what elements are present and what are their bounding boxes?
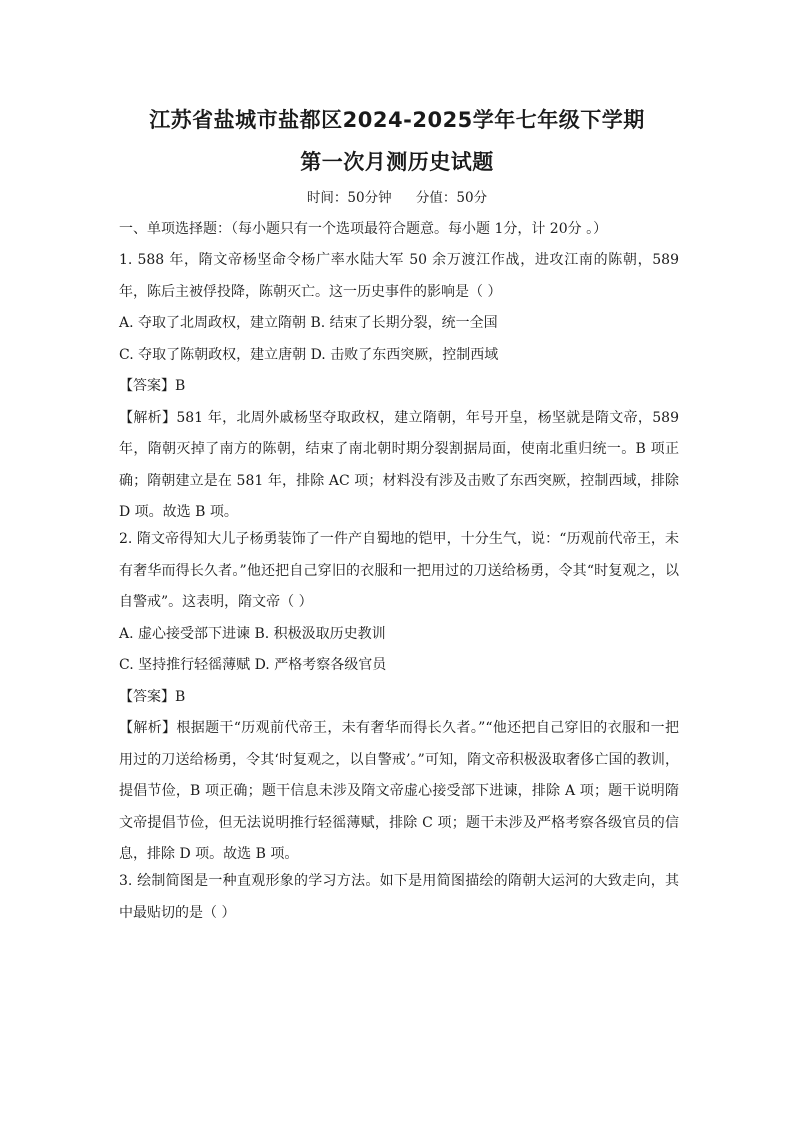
answer-label: 【答案】B	[119, 688, 186, 705]
question-stem: 1. 588 年，隋文帝杨坚命令杨广率水陆大军 50 余万渡江作战，进攻江南的陈朝，589 年，陈后主被俘投降，陈朝灭亡。这一历史事件的影响是（ ）	[119, 252, 679, 300]
question-2	[119, 524, 679, 871]
question-options: A. 夺取了北周政权，建立隋朝 B. 结束了长期分裂，统一全国	[119, 315, 498, 331]
analysis-text: 【解析】581 年，北周外戚杨坚夺取政权，建立隋朝，年号开皇，杨坚就是隋文帝，589 年，隋朝灭掉了南方的陈朝，结束了南北朝时期分裂割据局面，使南北重归统一。B 项正确；隋朝建立是在 581 年，排除 AC 项；材料没有涉及击败了东西突厥，控制西域，排除 D 项。故选 B 项。	[119, 409, 679, 520]
question-options: C. 坚持推行轻徭薄赋 D. 严格考察各级官员	[119, 657, 387, 673]
exam-subtitle: 第一次月测历史试题	[300, 150, 494, 174]
question-options: C. 夺取了陈朝政权，建立唐朝 D. 击败了东西突厥，控制西域	[119, 346, 499, 363]
question-options: A. 虚心接受部下进谏 B. 积极汲取历史教训	[119, 625, 386, 642]
question-stem: 2. 隋文帝得知大儿子杨勇装饰了一件产自蜀地的铠甲，十分生气，说：“历观前代帝王，未有奢华而得长久者。”他还把自己穿旧的衣服和一把用过的刀送给杨勇，令其“时复观之，以自警戒”。这表明，隋文帝（ ）	[119, 531, 679, 610]
analysis-text: 【解析】根据题干“历观前代帝王，未有奢华而得长久者。”“他还把自己穿旧的衣服和一把用过的刀送给杨勇，令其‘时复观之，以自警戒’。”可知，隋文帝积极汲取奢侈亡国的教训，提倡节俭，B 项正确；题干信息未涉及隋文帝虚心接受部下进谏，排除 A 项；题干说明隋文帝提倡节俭，但无法说明推行轻徭薄赋，排除 C 项；题干未涉及严格考察各级官员的信息，排除 D 项。故选 B 项。	[119, 720, 679, 862]
section-heading: 一、单项选择题：（每小题只有一个选项最符合题意。每小题 1分，计 20分 。）	[119, 221, 608, 237]
question-3	[119, 866, 679, 929]
time-limit: 时间：50分钟	[306, 190, 392, 206]
total-score: 分值：50分	[415, 190, 488, 206]
exam-meta	[0, 186, 794, 206]
question-stem: 3. 绘制简图是一种直观形象的学习方法。如下是用简图描绘的隋朝大运河的大致走向，其中最贴切的是（ ）	[119, 873, 679, 921]
exam-title: 江苏省盐城市盐都区2024-2025学年七年级下学期	[149, 108, 645, 132]
answer-label: 【答案】B	[119, 378, 186, 394]
question-1	[119, 245, 679, 529]
